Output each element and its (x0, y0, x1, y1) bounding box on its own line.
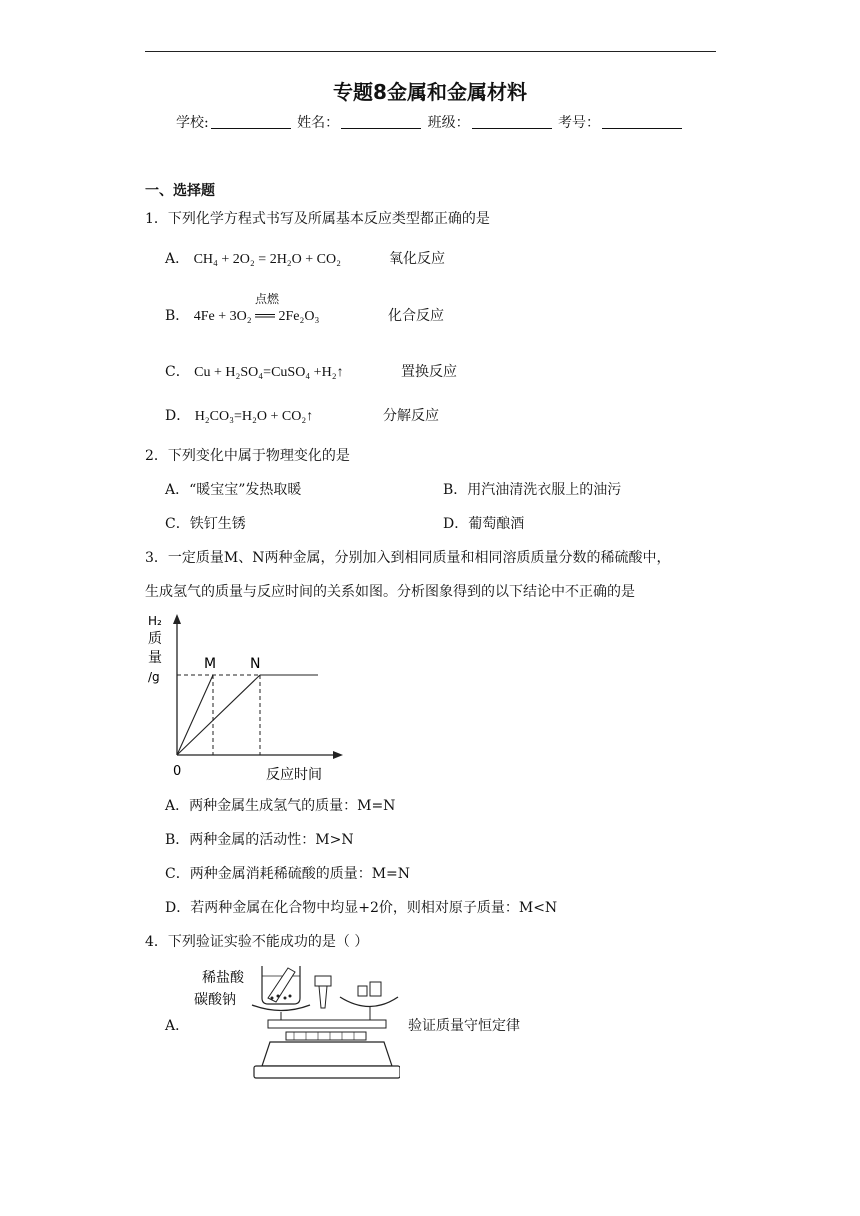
q3-option-d[interactable]: D．若两种金属在化合物中均显+2价，则相对原子质量：M<N (165, 900, 558, 916)
graph-ylabel-liang: 量 (148, 650, 162, 666)
q1-c-equation: Cu + H₂SO₄=CuSO₄ +H₂↑ (194, 365, 344, 380)
school-blank[interactable] (211, 114, 291, 129)
q1-b-condition: 点燃 (255, 292, 280, 306)
graph-y-arrow-icon (173, 614, 181, 624)
class-label: 班级： (427, 115, 470, 131)
weight-small-icon (358, 986, 367, 996)
graph-ylabel-zhi: 质 (148, 631, 162, 647)
graph-label-m: M (204, 656, 217, 672)
graph-xlabel: 反应时间 (266, 767, 322, 783)
q1-b-type: 化合反应 (388, 308, 444, 324)
graph-line-m (177, 675, 213, 755)
q1-d-equation: H₂CO₃=H₂O + CO₂↑ (194, 409, 314, 424)
header-rule (145, 51, 716, 52)
carbonate-particle (284, 997, 287, 1000)
balance-base (262, 1042, 392, 1066)
q1-a-type: 氧化反应 (389, 251, 445, 267)
q1-option-a[interactable]: A． CH₄ + 2O₂ = 2H₂O + CO₂ (165, 251, 342, 267)
q3-option-a[interactable]: A．两种金属生成氢气的质量：M=N (165, 798, 396, 814)
weight-large-icon (370, 982, 381, 996)
graph-ylabel-h2: H₂ (148, 614, 162, 628)
student-info-line (0, 112, 860, 132)
q4-option-a-letter[interactable]: A． (165, 1018, 190, 1034)
exam-number-blank[interactable] (602, 114, 682, 129)
q1-option-b[interactable]: B． 4Fe + 3O₂ ══ 2Fe₂O₃ (165, 308, 320, 324)
name-label: 姓名： (297, 115, 340, 131)
q2-option-d[interactable]: D．葡萄酿酒 (443, 516, 525, 532)
graph-label-n: N (250, 656, 261, 672)
section-heading: 一、选择题 (145, 183, 215, 199)
question-3-stem-line-2: 生成氢气的质量与反应时间的关系如图。分析图象得到的以下结论中不正确的是 (145, 584, 635, 600)
q1-d-type: 分解反应 (383, 408, 439, 424)
q2-option-b[interactable]: B．用汽油清洗衣服上的油污 (443, 482, 622, 498)
balance-knob-icon (315, 976, 331, 986)
exam-number-label: 考号： (558, 115, 601, 131)
name-blank[interactable] (341, 114, 421, 129)
label-dilute-hcl: 稀盐酸 (202, 970, 244, 986)
q2-option-c[interactable]: C．铁钉生锈 (165, 516, 246, 532)
carbonate-particle (271, 997, 274, 1000)
q1-option-c[interactable]: C． Cu + H₂SO₄=CuSO₄ +H₂↑ (165, 364, 344, 380)
label-sodium-carbonate: 碳酸钠 (194, 992, 236, 1008)
carbonate-particle (289, 995, 292, 998)
question-4-stem: 4．下列验证实验不能成功的是（ ） (145, 934, 369, 950)
graph-line-n (177, 675, 260, 755)
question-2-stem: 2．下列变化中属于物理变化的是 (145, 448, 350, 464)
q1-c-type: 置换反应 (401, 364, 457, 380)
balance-foot (254, 1066, 400, 1078)
graph-ylabel-unit: /g (148, 670, 160, 684)
question-1-stem: 1．下列化学方程式书写及所属基本反应类型都正确的是 (145, 211, 490, 227)
carbonate-particle (277, 995, 280, 998)
left-pan-icon (252, 1005, 310, 1011)
balance-pointer (319, 986, 327, 1008)
q1-b-equation: 4Fe + 3O₂ ══ 2Fe₂O₃ (193, 309, 320, 324)
graph-origin: 0 (173, 764, 182, 779)
q1-option-d[interactable]: D． H₂CO₃=H₂O + CO₂↑ (165, 408, 314, 424)
q3-option-b[interactable]: B．两种金属的活动性：M>N (165, 832, 354, 848)
balance-beam (268, 1020, 386, 1028)
q2-option-a[interactable]: A．“暖宝宝”发热取暖 (165, 482, 302, 498)
q4-balance-apparatus (190, 958, 400, 1086)
q3-option-c[interactable]: C．两种金属消耗稀硫酸的质量：M=N (165, 866, 411, 882)
graph-x-arrow-icon (333, 751, 343, 759)
school-label: 学校: (175, 115, 209, 131)
q4-option-a-text: 验证质量守恒定律 (408, 1018, 520, 1034)
class-blank[interactable] (472, 114, 552, 129)
page-title: 专题8金属和金属材料 (333, 80, 527, 104)
question-3-stem-line-1: 3．一定质量M、N两种金属，分别加入到相同质量和相同溶质质量分数的稀硫酸中， (145, 550, 671, 566)
q1-a-equation: CH₄ + 2O₂ = 2H₂O + CO₂ (193, 252, 342, 267)
q3-graph (140, 610, 360, 790)
right-pan-icon (340, 997, 398, 1007)
